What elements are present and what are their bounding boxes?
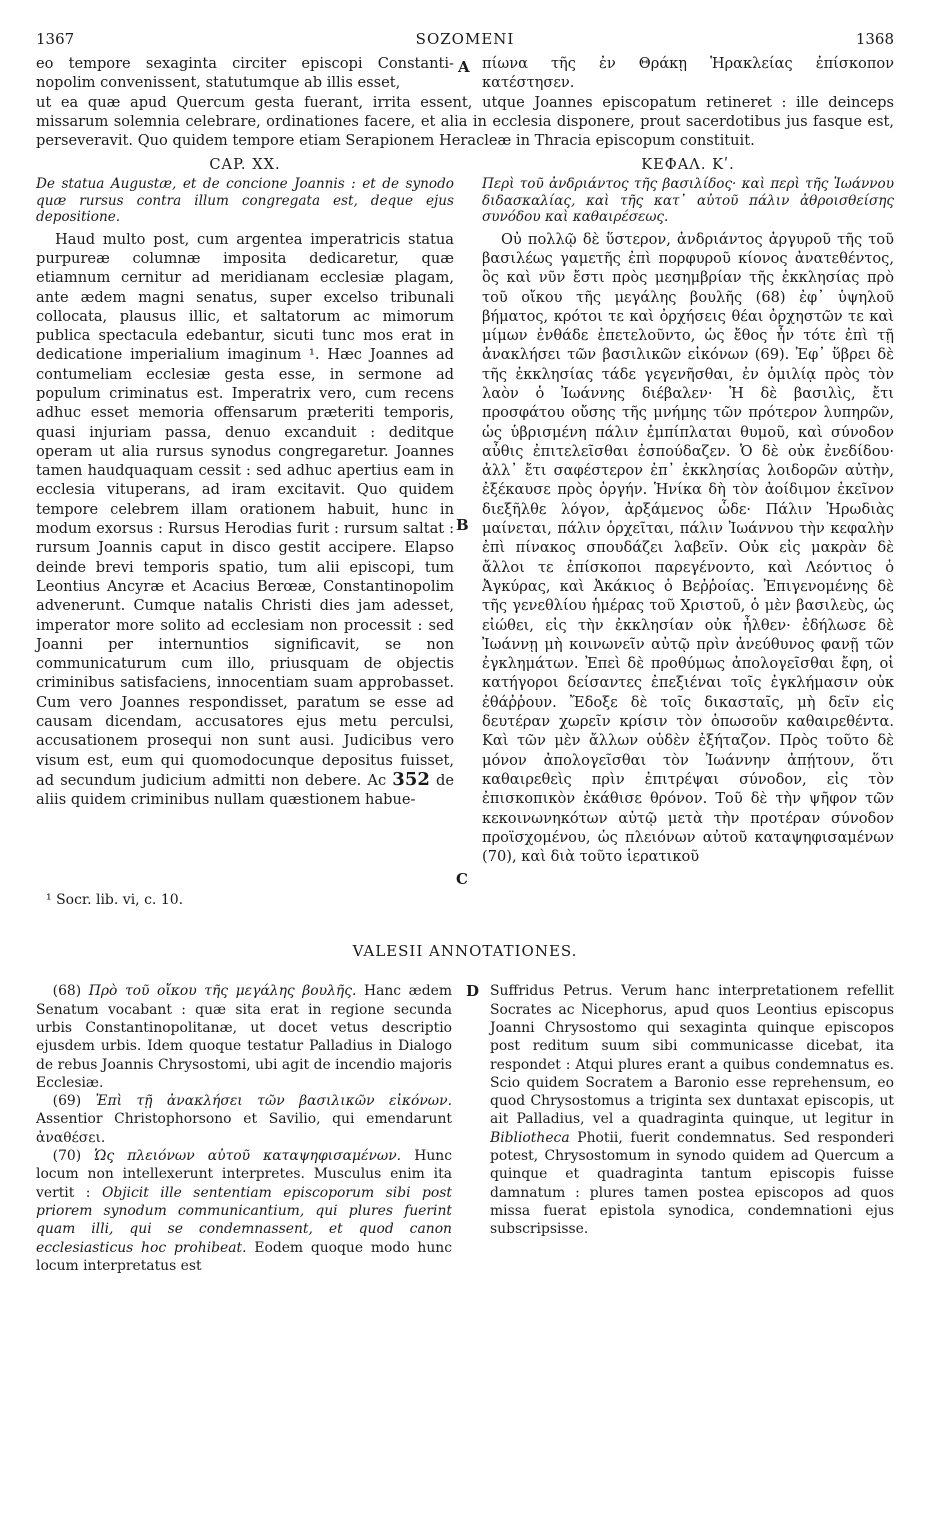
page-number-right: 1368 [855,30,894,48]
margin-marker-c: C [456,869,468,888]
annotation-70-continued [490,982,894,1238]
greek-body-text: Οὐ πολλῷ δὲ ὕστερον, ἀνδριάντος ἀργυροῦ τῆς τοῦ βασιλέως γαμετῆς ἐπὶ πορφυροῦ κίονος ἀνατεθέντος, ὃς καὶ νῦν ἔστι πρὸς μεσημβρίαν τῆς ἐκκλησίας πρὸ τοῦ οἴκου τῆς μεγάλης βουλῆς (68) ἐφ᾽ ὑψηλοῦ βήματος, κρότοι τε καὶ ὀρχήσεις θέαι ὀρχηστῶν τε καὶ μίμων ἐνθάδε ἐπετελοῦντο, ὡς ἔθος ἦν τότε ἐπὶ τῇ ἀνακλήσει τῶν βασιλικῶν εἰκόνων (69). Ἐφ᾽ ὕβρει δὲ τῆς ἐκκλησίας τάδε γεγενῆσθαι, ἐν ὁμιλίᾳ πρὸς τὸν λαὸν ὁ Ἰωάννης διέβαλεν· Ἡ δὲ βασιλὶς, ἔτι προσφάτου οὔσης τῆς μνήμης τῶν πρότερον λυπηρῶν, ὡς ὑβρισμένη πάλιν ἐμπίπλαται θυμοῦ, καὶ σύνοδον αὖθις ἐπιτελεῖσθαι ἐσπούδαζεν. Ὁ δὲ οὐκ ἐνεδίδου· ἀλλ᾽ ἔτι σαφέστερον ἐπ᾽ ἐκκλησίας λοιδορῶν αὐτὴν, ἐξέκαυσε πρὸς ὀργήν. Ἡνίκα δὴ τὸν ἀοίδιμον ἐκεῖνον διεξῆλθε λόγον, ἀρξάμενος ὧδε· Πάλιν Ἡρωδιὰς μαίνεται, πάλιν ὀρχεῖται, πάλιν Ἰωάννου τὴν κεφαλὴν ἐπὶ πίνακος σπουδάζει λαβεῖν. Οὐκ εἰς μακρὰν δὲ ἄλλοι τε ἐπίσκοποι παρεγένοντο, καὶ Λεόντιος ὁ Ἀγκύρας, καὶ Ἀκάκιος ὁ Βεῤῥοίας. Ἐπιγενομένης δὲ τῆς γενεθλίου ἡμέρας τοῦ Χριστοῦ, ὁ μὲν βασιλεὺς, ὡς εἰώθει, εἰς τὴν ἐκκλησίαν οὐκ ἦλθεν· ἐδήλωσε δὲ Ἰωάννῃ μὴ κοινωνεῖν αὐτῷ πρὶν ἀνεύθυνος φανῇ τῶν ἐγκλημάτων. Ἐπεὶ δὲ προθύμως ἀπολογεῖσθαι ἔφη, οἱ κατήγοροι δείσαντες ἐπεξιέναι τοῖς ἐγκλήμασιν οὐκ ἐθάῤῥουν. Ἔδοξε δὲ τοῖς δικασταῖς, μὴ δεῖν εἰς δευτέραν χωρεῖν κρίσιν τὸν ὁπωσοῦν καθαιρεθέντα. Καὶ τῶν μὲν ἄλλων οὐδὲν ἐξήταζον. Πρὸς τοῦτο δὲ μόνον ἀπολογεῖσθαι τὸν Ἰωάννην ἀπῄτουν, ὅτι καθαιρεθεὶς πρὶν ἐπιτρέψαι σύνοδον, εἰς τὸν ἐπισκοπικὸν ἐκάθισε θρόνον. Τοῦ δὲ τὴν ψῆφον τῶν κεκοινωνηκότων αὐτῷ μετὰ τὴν προτέραν σύνοδον προϊσχομένου, ὡς πλειόνων αὐτοῦ καταψηφισαμένων (70), καὶ διὰ τοῦτο ἱερατικοῦ [482,230,894,866]
annotation-right-text1: Suffridus Petrus. Verum hanc interpretationem refellit Socrates ac Nicephorus, apud quos Leontius episcopus Joanni Chrysostomo qui sexaginta quinque episcopos post reditum suum sibi communicasse dicebat, ita respondet : Atqui plures erant a quibus condemnatus es. Scio quidem Socratem a Baronio esse reprehensum, eo quod Chrysostomus a triginta sex duntaxat episcopis, ut ait Palladius, vel a quadraginta quinque, ut legitur in [490,983,894,1128]
footnote: ¹ Socr. lib. vi, c. 10. [46,892,184,909]
annotation-70-quote: Objicit ille sententiam episcoporum sibi post priorem synodum communicantium, qui plures fuerint quam illi, qui se condemnassent, et quod canon ecclesiasticus hoc prohibeat. [36,1184,452,1256]
annotation-69-text: Assentior Christophorsono et Savilio, qui emendarunt ἀναθέσει. [36,1111,452,1146]
latin-chapter-title: CAP. XX. [209,155,281,173]
greek-chapter-title: ΚΕΦΑΛ. Κʹ. [641,155,735,173]
margin-marker-a: A [458,58,470,76]
latin-body-part1: Haud multo post, cum argentea imperatricis statua purpureæ columnæ imposita dedicaretur, quæ etiamnum cernitur ad meridianam ecclesiæ plagam, ante ædem magni senatus, super excelso tribunali collocata, plausus illic, et saltatorum ac mimorum publica spectacula edebantur, sicuti tunc mos erat in dedicatione imperialium imaginum ¹. Hæc Joannes ad contumeliam ecclesiæ gesta esse, in sermone ad populum criminatus est. Imperatrix vero, cum recens adhuc esset memoria offensarum præteriti temporis, quasi injuriam passa, denuo excanduit : deditque operam ut alia rursus synodus congregaretur. Joannes tamen haudquaquam cessit : sed adhuc apertius eam in ecclesia vituperans, ad iram excitavit. Quo quidem tempore celebrem illam orationem habuit, hunc in modum exorsus : Rursus Herodias furit : rursum saltat : rursum Joannis caput in disco gestit accipere. Elapso deinde brevi temporis spatio, tum alii episcopi, tum Leontius Ancyræ et Acacius Berœæ, Constantinopolim advenerunt. Cumque natalis Christi dies jam adesset, imperator more solito ad ecclesiam non processit : sed Joanni per internuntios significavit, se non communicaturum cum illo, priusquam de objectis criminibus satisfaciens, innocentiam suam approbasset. Cum vero Joannes respondisset, paratum se esse ad causam dicendam, accusatores ejus metu perculsi, accusationem prosequi non sunt ausi. Judicibus vero visum est, eum qui quomodocunque depositus fuisset, ad secundum judicium admitti non debere. Ac [36,230,454,789]
margin-marker-b: B [456,515,469,534]
annotations-columns [36,982,894,1275]
running-header [36,26,894,56]
annotation-68-lemma: Πρὸ τοῦ οἴκου τῆς μεγάλης βουλῆς. [88,983,357,1000]
page-number-left: 1367 [36,30,75,48]
annotation-70-ref: (70) [52,1148,82,1165]
annotation-right-italic: Bibliotheca [490,1129,570,1146]
top-greek-fragment: πίωνα τῆς ἐν Θράκῃ Ἡρακλείας ἐπίσκοπον κατέστησεν. [482,55,894,92]
annotation-70 [36,1147,452,1275]
top-latin-fragment: eo tempore sexaginta circiter episcopi Constanti-nopolim convenissent, statutumque ab illis esset, [36,55,454,92]
latin-body-text [36,230,454,810]
annotation-70-text2: Eodem quoque modo hunc locum interpretatus est [36,1239,452,1274]
latin-chapter-summary: De statua Augustæ, et de concione Joannis : et de synodo quæ rursus contra illum congregata est, deque ejus depositione. [36,176,454,226]
greek-column [482,153,894,867]
margin-marker-d: D [466,982,480,1001]
running-title: SOZOMENI [415,30,515,48]
annotations-right-column [490,982,894,1275]
latin-continuation-paragraph: ut ea quæ apud Quercum gesta fuerant, irrita essent, utque Joannes episcopatum retineret : ille deinceps missarum solemnia celebrare, ordinationes facere, et alia in ecclesia disponere, prout sacerdotibus jus fasque est, perseveravit. Quo quidem tempore etiam Serapionem Heracleæ in Thracia episcopum constituit. [36,93,894,150]
top-columns [36,56,894,93]
annotation-69-ref: (69) [52,1093,82,1110]
annotations-left-column [36,982,452,1275]
annotation-69-lemma: Ἐπὶ τῇ ἀνακλήσει τῶν βασιλικῶν εἰκόνων. [95,1093,452,1110]
annotations-title: VALESII ANNOTATIONES. [352,942,578,961]
page [36,26,894,1275]
greek-chapter-summary: Περὶ τοῦ ἀνδριάντος τῆς βασιλίδος· καὶ περὶ τῆς Ἰωάννου διδασκαλίας, καὶ τῆς κατ᾽ αὐτοῦ πάλιν ἀθροισθείσης συνόδου καὶ καθαιρέσεως. [482,176,894,226]
annotation-70-text1: Hunc locum non intellexerunt interpretes. Musculus enim ita vertit : [36,1148,453,1201]
latin-column [36,153,454,867]
column-number-352: 352 [392,768,430,790]
annotation-70-lemma: Ὡς πλειόνων αὐτοῦ καταψηφισαμένων. [94,1148,402,1165]
annotation-68-ref: (68) [52,983,82,1000]
annotation-69 [36,1092,452,1147]
latin-body-part2: de aliis quidem criminibus nullam quæstionem habue- [36,771,455,809]
main-columns [36,153,894,888]
annotation-right-text2: Photii, fuerit condemnatus. Sed responderi potest, Chrysostomum in synodo quidem ad Quercum a quinque et quadraginta tantum episcopis fuisse damnatum : plures tamen postea episcopos ad quos missa fuerat epistola synodica, condemnationi ejus subscripsisse. [490,1129,894,1238]
annotation-68-text: Hanc ædem Senatum vocabant : quæ sita erat in regione secunda urbis Constantinopolitanæ, ut docet vetus descriptio ejusdem urbis. Idem quoque testatur Palladius in Dialogo de rebus Joannis Chrysostomi, ubi agit de incendio majoris Ecclesiæ. [36,983,452,1091]
annotation-68 [36,982,452,1092]
